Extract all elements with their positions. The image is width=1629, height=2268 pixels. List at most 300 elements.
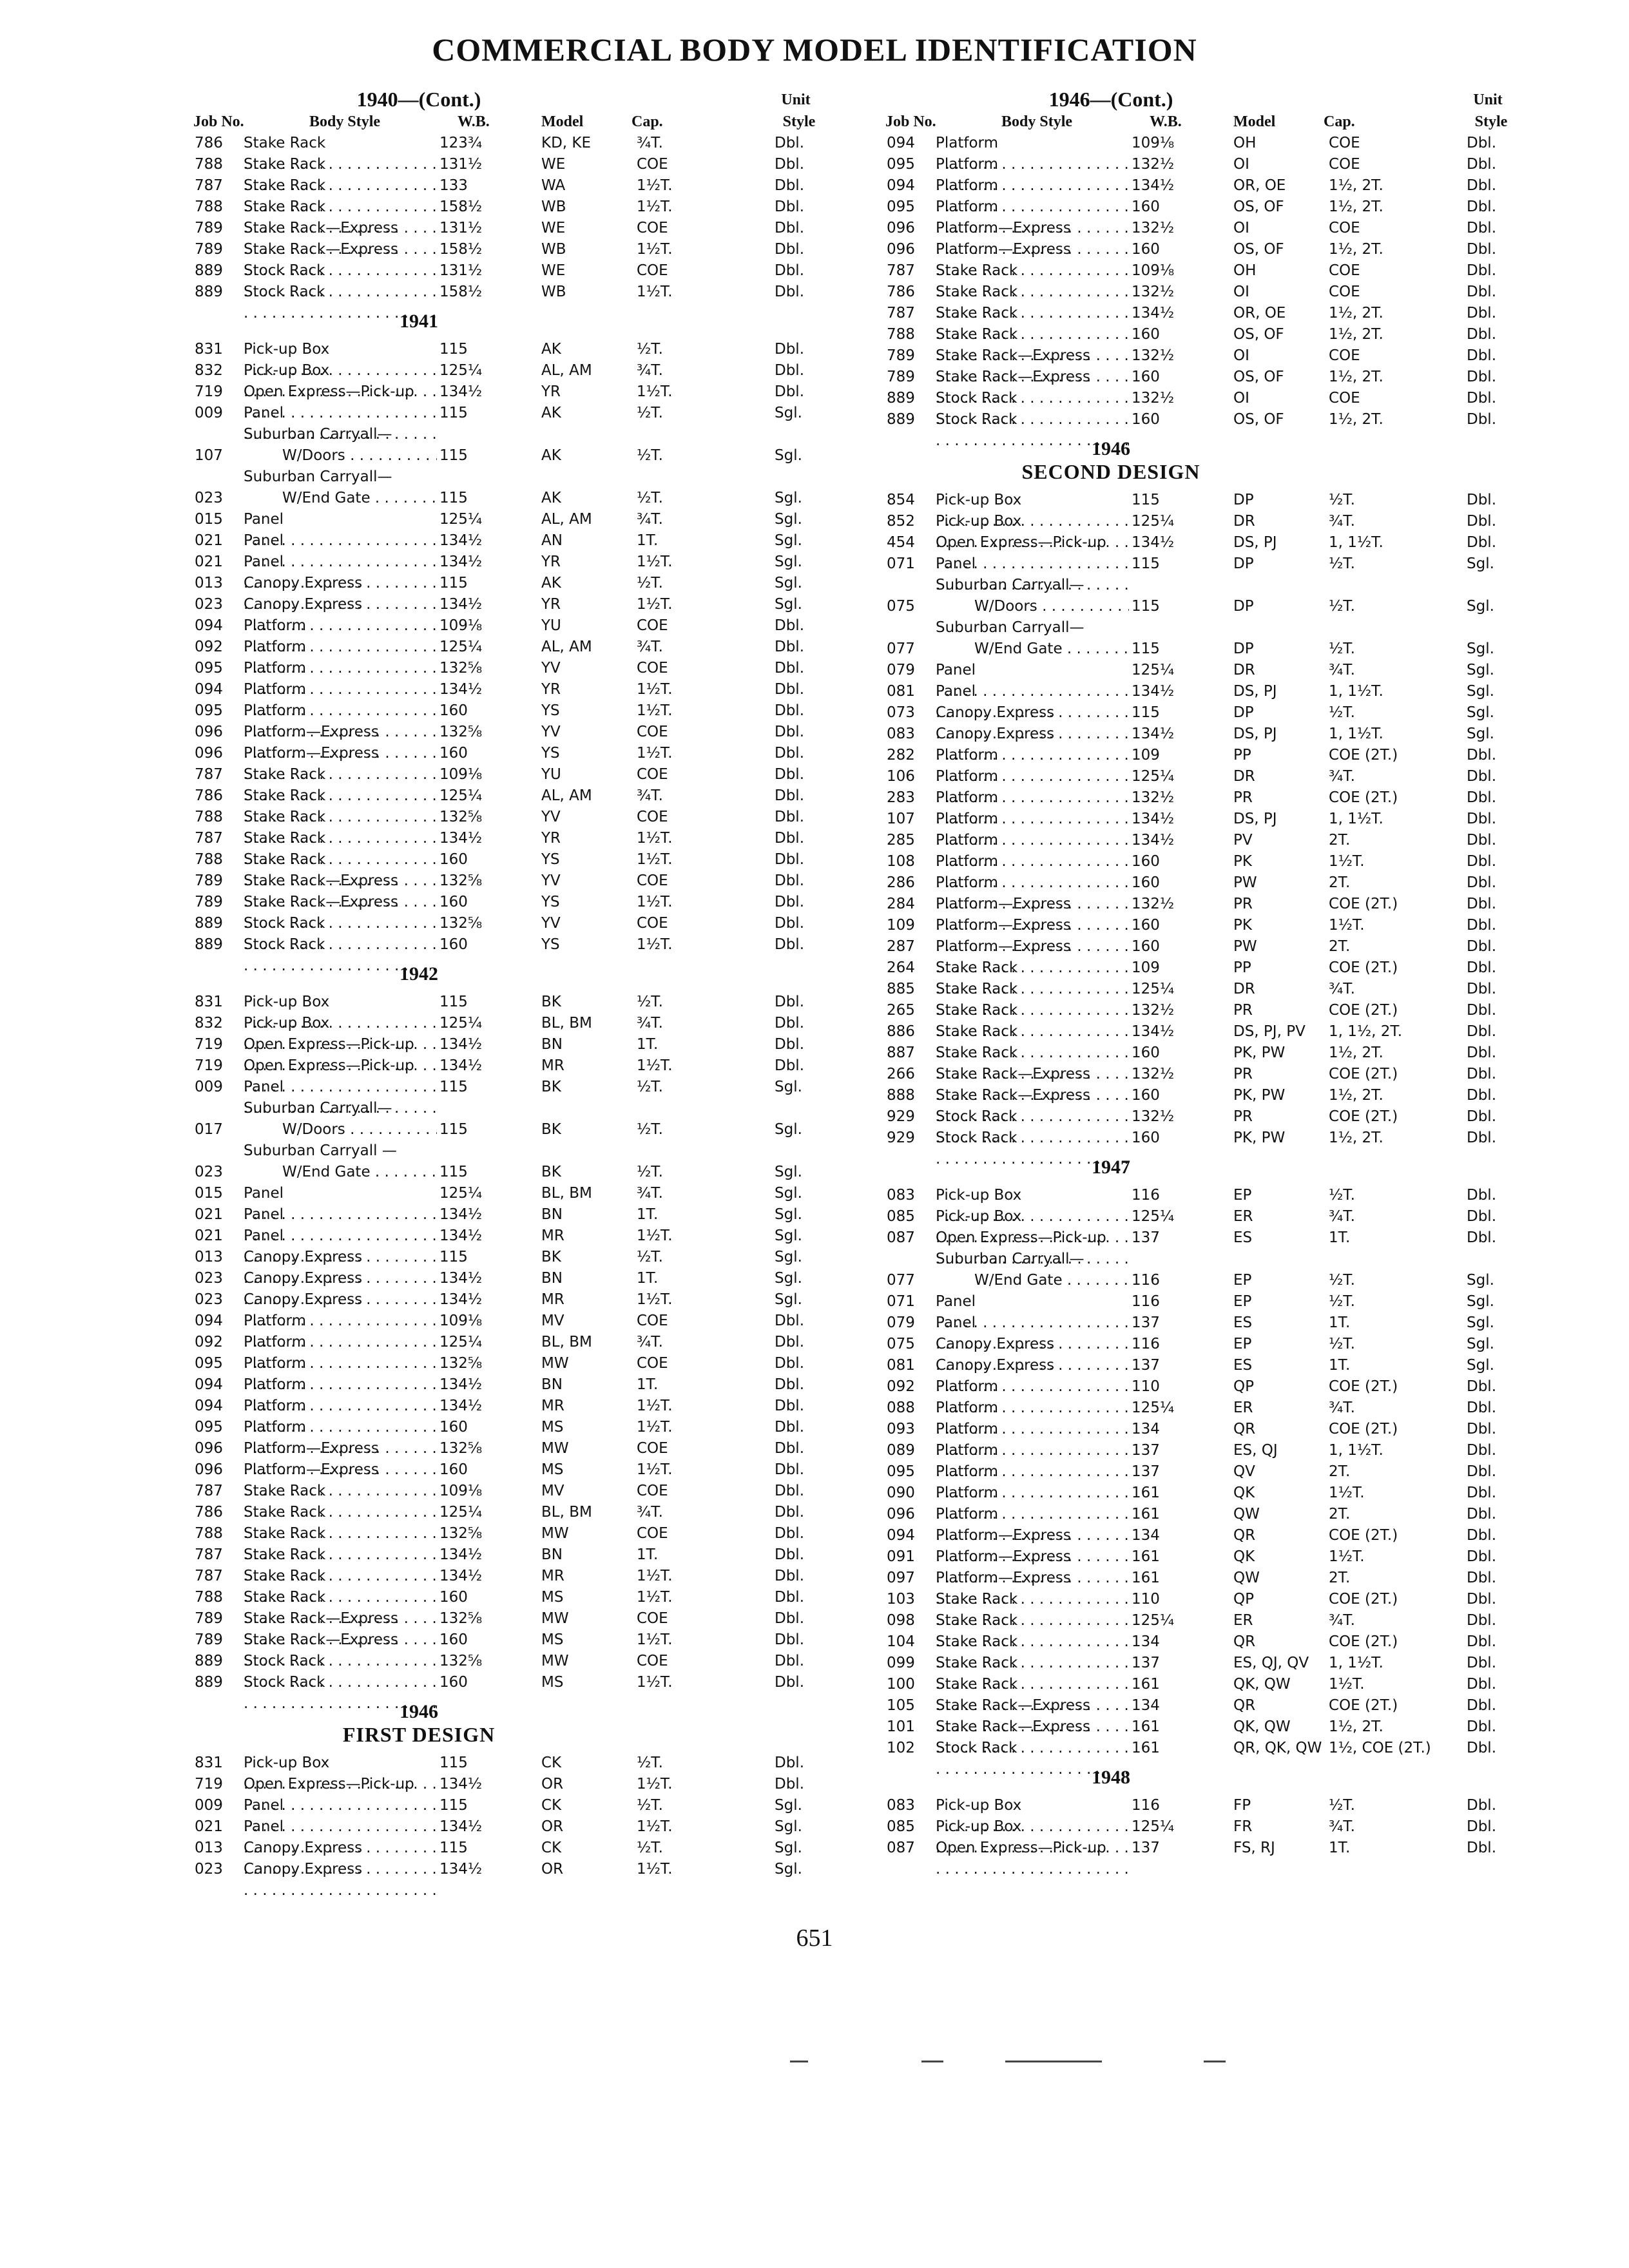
- table-row: [193, 1077, 838, 1098]
- wheelbase: 134: [1132, 1633, 1160, 1650]
- capacity: 2T.: [1329, 938, 1351, 955]
- job-number: 077: [887, 1272, 915, 1289]
- model: OI: [1233, 347, 1249, 364]
- model: PP: [1233, 959, 1251, 976]
- job-number: 095: [195, 702, 223, 719]
- job-number: 104: [887, 1633, 915, 1650]
- header-wb: W.B.: [458, 113, 490, 130]
- table-row: [193, 1587, 838, 1608]
- year-section: [885, 438, 1530, 1149]
- table-row: [193, 466, 838, 509]
- unit-style: Dbl.: [775, 1653, 805, 1669]
- capacity: COE: [1329, 262, 1360, 279]
- model: OS, OF: [1233, 411, 1284, 428]
- wheelbase: 115: [439, 1121, 468, 1138]
- body-style-text: Platform: [936, 1485, 998, 1501]
- table-row: [885, 1419, 1530, 1440]
- unit-style: Sgl.: [775, 1861, 802, 1878]
- capacity: COE: [637, 262, 668, 279]
- unit-style: Dbl.: [775, 745, 805, 762]
- body-style-text: Suburban Carryall—: [936, 1251, 1084, 1267]
- model: MS: [541, 1674, 564, 1691]
- unit-style: Sgl.: [775, 1079, 802, 1095]
- model: CK: [541, 1840, 562, 1856]
- job-number: 094: [195, 1398, 223, 1414]
- unit-style: Dbl.: [775, 766, 805, 783]
- job-number: 831: [195, 341, 223, 358]
- job-number: 789: [195, 1631, 223, 1648]
- capacity: COE: [637, 915, 668, 932]
- body-style-text: Stake Rack: [936, 1044, 1018, 1061]
- capacity: ¾T.: [637, 1334, 663, 1350]
- year-section: [885, 133, 1530, 430]
- header-unit: Unit: [781, 91, 811, 108]
- job-number: 789: [195, 1610, 223, 1627]
- table-row: [885, 324, 1530, 345]
- body-style-text: Platform—Express: [936, 938, 1071, 955]
- unit-style: Dbl.: [775, 177, 805, 194]
- unit-style: Dbl.: [1467, 1066, 1497, 1082]
- table-row: [885, 745, 1530, 766]
- table-row: [193, 1544, 838, 1566]
- table-row: [885, 1355, 1530, 1376]
- wheelbase: 125¼: [439, 639, 483, 655]
- job-number: 089: [887, 1442, 915, 1459]
- capacity: COE (2T.): [1329, 1421, 1398, 1437]
- wheelbase: 134½: [439, 383, 483, 400]
- job-number: 789: [887, 347, 915, 364]
- wheelbase: 132½: [1132, 284, 1175, 300]
- job-number: 096: [195, 724, 223, 740]
- job-number: 787: [195, 1546, 223, 1563]
- section-title: [193, 963, 644, 985]
- capacity: COE: [637, 766, 668, 783]
- body-style-text: Stake Rack: [936, 959, 1018, 976]
- body-style-text: Stake Rack: [244, 1525, 326, 1542]
- body-style: [244, 1140, 437, 1183]
- job-number: 087: [887, 1840, 915, 1856]
- capacity: 1, 1½, 2T.: [1329, 1023, 1403, 1040]
- capacity: COE: [1329, 390, 1360, 407]
- model: YR: [541, 830, 561, 847]
- wheelbase: 160: [439, 745, 468, 762]
- section-subtitle: SECOND DESIGN: [1021, 460, 1200, 483]
- model: DP: [1233, 640, 1254, 657]
- model: YS: [541, 745, 560, 762]
- wheelbase: 132⅝: [439, 660, 483, 677]
- table-row: [885, 1000, 1530, 1021]
- wheelbase: 115: [439, 1754, 468, 1771]
- model: OR: [541, 1861, 564, 1878]
- job-number: 103: [887, 1591, 915, 1608]
- capacity: 1T.: [637, 1376, 659, 1393]
- capacity: COE (2T.): [1329, 1527, 1398, 1544]
- model: YS: [541, 894, 560, 910]
- model: FP: [1233, 1797, 1251, 1814]
- job-number: 023: [195, 596, 223, 613]
- body-style-text: Pick-up Box: [244, 1015, 330, 1032]
- model: AN: [541, 532, 563, 549]
- job-number: 101: [887, 1718, 915, 1735]
- wheelbase: 131½: [439, 220, 483, 236]
- job-number: 788: [195, 809, 223, 825]
- table-row: [193, 1523, 838, 1544]
- model: DP: [1233, 555, 1254, 572]
- capacity: ¾T.: [637, 135, 663, 151]
- job-number: 788: [195, 198, 223, 215]
- job-number: 009: [195, 405, 223, 421]
- capacity: ½T.: [637, 490, 663, 506]
- model: BL, BM: [541, 1504, 592, 1521]
- model: OH: [1233, 135, 1257, 151]
- body-style-text: Panel: [244, 405, 284, 421]
- wheelbase: 160: [439, 702, 468, 719]
- model: DR: [1233, 981, 1255, 997]
- wheelbase: 160: [439, 851, 468, 868]
- capacity: ½T.: [1329, 1187, 1355, 1204]
- body-style-text: Pick-up Box: [936, 1187, 1022, 1204]
- job-number: 888: [887, 1087, 915, 1104]
- model: OR, OE: [1233, 177, 1286, 194]
- capacity: COE: [637, 809, 668, 825]
- table-row: [193, 1774, 838, 1795]
- table-row: [885, 511, 1530, 532]
- capacity: ½T.: [637, 1797, 663, 1814]
- unit-style: Dbl.: [1467, 1676, 1497, 1693]
- table-row: [885, 724, 1530, 745]
- body-style-text: Stake Rack: [936, 1612, 1018, 1629]
- unit-style: Dbl.: [775, 1036, 805, 1053]
- job-number: 889: [195, 1653, 223, 1669]
- capacity: 1T.: [1329, 1314, 1351, 1331]
- unit-style: Dbl.: [1467, 1421, 1497, 1437]
- body-style-text: Platform: [244, 617, 306, 634]
- body-style-text: Stake Rack: [244, 830, 326, 847]
- unit-style: Sgl.: [775, 575, 802, 591]
- unit-style: Dbl.: [1467, 198, 1497, 215]
- table-row: [193, 1651, 838, 1672]
- capacity: 1½, 2T.: [1329, 305, 1383, 322]
- job-number: 013: [195, 1840, 223, 1856]
- table-row: [193, 573, 838, 594]
- wheelbase: 160: [439, 936, 468, 953]
- table-row: [193, 133, 838, 154]
- model: WE: [541, 156, 566, 173]
- right-column: [885, 88, 1530, 1859]
- job-number: 095: [195, 1419, 223, 1436]
- table-row: [885, 809, 1530, 830]
- unit-style: Dbl.: [775, 220, 805, 236]
- wheelbase: 115: [1132, 598, 1160, 615]
- table-row: [193, 424, 838, 466]
- body-style-text: Platform: [244, 639, 306, 655]
- unit-style: Sgl.: [775, 511, 802, 528]
- capacity: 1½T.: [637, 1419, 673, 1436]
- capacity: 2T.: [1329, 832, 1351, 849]
- body-style-text: Stake Rack—Express: [244, 220, 399, 236]
- table-row: [193, 1417, 838, 1438]
- capacity: COE: [1329, 135, 1360, 151]
- model: ER: [1233, 1399, 1253, 1416]
- body-style-text-cont: W/Doors . . .: [244, 445, 437, 466]
- model: PW: [1233, 938, 1257, 955]
- wheelbase: 123¾: [439, 135, 483, 151]
- table-row: [885, 872, 1530, 894]
- capacity: 1T.: [1329, 1229, 1351, 1246]
- job-number: 886: [887, 1023, 915, 1040]
- table-row: [193, 381, 838, 403]
- unit-style: Dbl.: [1467, 1655, 1497, 1671]
- unit-style: Sgl.: [775, 1818, 802, 1835]
- table-row: [885, 367, 1530, 388]
- job-number: 083: [887, 1797, 915, 1814]
- unit-style: Dbl.: [1467, 241, 1497, 258]
- table-row: [885, 1106, 1530, 1128]
- wheelbase: 160: [1132, 369, 1160, 385]
- model: BL, BM: [541, 1015, 592, 1032]
- body-style-text: Platform: [244, 702, 306, 719]
- body-style-text: Platform: [936, 853, 998, 870]
- table-row: [193, 785, 838, 807]
- model: ES, QJ: [1233, 1442, 1278, 1459]
- unit-style: Dbl.: [775, 617, 805, 634]
- model: QK: [1233, 1485, 1255, 1501]
- body-style-text: Stake Rack: [244, 851, 326, 868]
- body-style-text: Open Express—Pick-up: [936, 1840, 1106, 1856]
- capacity: 1½T.: [637, 1568, 673, 1584]
- wheelbase: 137: [1132, 1357, 1160, 1374]
- job-number: 719: [195, 1057, 223, 1074]
- body-style-text: Stake Rack: [244, 198, 326, 215]
- unit-style: Sgl.: [1467, 1357, 1494, 1374]
- job-number: 265: [887, 1002, 915, 1019]
- model: OH: [1233, 262, 1257, 279]
- model: QK, QW: [1233, 1718, 1291, 1735]
- model: DP: [1233, 598, 1254, 615]
- body-style-text: Stock Rack: [244, 915, 325, 932]
- model: WB: [541, 284, 566, 300]
- body-style-text: Platform—Express: [936, 917, 1071, 934]
- header-model: Model: [1233, 113, 1276, 130]
- unit-style: Dbl.: [775, 135, 805, 151]
- body-style-text: Stock Rack: [936, 1740, 1017, 1756]
- table-row: [193, 615, 838, 637]
- model: QR: [1233, 1633, 1256, 1650]
- unit-style: Dbl.: [775, 702, 805, 719]
- capacity: ¾T.: [1329, 513, 1355, 530]
- wheelbase: 115: [439, 1164, 468, 1180]
- body-style-text: Canopy Express: [936, 704, 1055, 721]
- body-style-text: Canopy Express: [244, 575, 363, 591]
- unit-style: Dbl.: [775, 894, 805, 910]
- capacity: 1½T.: [637, 241, 673, 258]
- table-row: [885, 1398, 1530, 1419]
- capacity: 1½T.: [1329, 1548, 1365, 1565]
- year-section: [193, 311, 838, 956]
- unit-style: Dbl.: [1467, 1108, 1497, 1125]
- table-row: [193, 679, 838, 700]
- unit-style: Dbl.: [1467, 917, 1497, 934]
- model: YV: [541, 915, 561, 932]
- wheelbase: 110: [1132, 1378, 1160, 1395]
- body-style-text: Panel: [936, 683, 976, 700]
- wheelbase: 134½: [439, 1568, 483, 1584]
- unit-style: Dbl.: [1467, 1378, 1497, 1395]
- job-number: 786: [195, 1504, 223, 1521]
- table-row: [885, 575, 1530, 617]
- model: BK: [541, 1079, 561, 1095]
- unit-style: Dbl.: [1467, 534, 1497, 551]
- model: MS: [541, 1589, 564, 1606]
- wheelbase: 134½: [1132, 534, 1175, 551]
- body-style-text-cont: W/End Gate . . .: [936, 1270, 1129, 1291]
- body-style-text: Platform: [244, 1312, 306, 1329]
- capacity: 1½, 2T.: [1329, 411, 1383, 428]
- model: PK: [1233, 853, 1252, 870]
- unit-style: Dbl.: [1467, 896, 1497, 912]
- capacity: 1½T.: [637, 1291, 673, 1308]
- capacity: ½T.: [637, 575, 663, 591]
- table-row: [193, 1183, 838, 1204]
- wheelbase: 161: [1132, 1485, 1160, 1501]
- unit-style: Dbl.: [775, 241, 805, 258]
- wheelbase: 134½: [439, 1861, 483, 1878]
- wheelbase: 137: [1132, 1442, 1160, 1459]
- table-row: [193, 1204, 838, 1225]
- model: WE: [541, 220, 566, 236]
- unit-style: Dbl.: [1467, 1044, 1497, 1061]
- unit-style: Sgl.: [775, 1227, 802, 1244]
- model: BN: [541, 1206, 563, 1223]
- wheelbase: 134½: [439, 1818, 483, 1835]
- model: ES: [1233, 1357, 1253, 1374]
- model: FS, RJ: [1233, 1840, 1275, 1856]
- wheelbase: 116: [1132, 1272, 1160, 1289]
- model: QK, QW: [1233, 1676, 1291, 1693]
- model: OI: [1233, 390, 1249, 407]
- capacity: 1½T.: [637, 1589, 673, 1606]
- table-row: [193, 282, 838, 303]
- capacity: 1½T.: [1329, 1485, 1365, 1501]
- body-style-text: Platform: [244, 1355, 306, 1372]
- body-style-text: Platform: [244, 1334, 306, 1350]
- body-style-text: Stake Rack: [936, 284, 1018, 300]
- capacity: ¾T.: [637, 1185, 663, 1202]
- body-style-text: Canopy Express: [244, 1861, 363, 1878]
- wheelbase: 116: [1132, 1797, 1160, 1814]
- wheelbase: 109⅛: [1132, 135, 1175, 151]
- capacity: ¾T.: [637, 511, 663, 528]
- body-style-text: Stake Rack: [936, 1591, 1018, 1608]
- model: MR: [541, 1398, 564, 1414]
- wheelbase: 115: [1132, 640, 1160, 657]
- unit-style: Dbl.: [775, 1525, 805, 1542]
- table-row: [193, 1396, 838, 1417]
- capacity: 1½T.: [637, 596, 673, 613]
- capacity: COE: [637, 1440, 668, 1457]
- wheelbase: 134½: [439, 1398, 483, 1414]
- table-row: [193, 552, 838, 573]
- body-style-text: Pick-up Box: [936, 1797, 1022, 1814]
- capacity: COE (2T.): [1329, 1108, 1398, 1125]
- body-style: [936, 617, 1129, 660]
- unit-style: Dbl.: [775, 1057, 805, 1074]
- capacity: COE: [637, 660, 668, 677]
- capacity: 1, 1½T.: [1329, 811, 1383, 827]
- body-style-text: Open Express—Pick-up: [244, 383, 414, 400]
- capacity: ½T.: [637, 447, 663, 464]
- wheelbase: 160: [1132, 198, 1160, 215]
- section-year: 1941: [400, 311, 438, 332]
- body-style-text: Stake Rack: [244, 1589, 326, 1606]
- unit-style: Dbl.: [775, 787, 805, 804]
- capacity: 1½T.: [1329, 917, 1365, 934]
- wheelbase: 132⅝: [439, 915, 483, 932]
- job-number: 094: [887, 1527, 915, 1544]
- wheelbase: 132⅝: [439, 1440, 483, 1457]
- table-row: [193, 1374, 838, 1396]
- table-row: [193, 1838, 838, 1859]
- capacity: ½T.: [637, 994, 663, 1010]
- table-row: [193, 1013, 838, 1034]
- capacity: 1T.: [1329, 1840, 1351, 1856]
- capacity: 1½T.: [637, 702, 673, 719]
- model: YS: [541, 851, 560, 868]
- right-sections: [885, 133, 1530, 1859]
- model: CK: [541, 1797, 562, 1814]
- body-style-text: Pick-up Box: [936, 1208, 1022, 1225]
- job-number: 106: [887, 768, 915, 785]
- job-number: 786: [195, 787, 223, 804]
- body-style-text-cont: W/End Gate . . .: [244, 1162, 437, 1183]
- body-style-text: Pick-up Box: [244, 362, 330, 379]
- wheelbase: 158½: [439, 241, 483, 258]
- table-row: [885, 1546, 1530, 1568]
- wheelbase: 134½: [439, 830, 483, 847]
- capacity: COE: [637, 1610, 668, 1627]
- body-style-text: Panel: [244, 1227, 284, 1244]
- section-title: [193, 1701, 644, 1746]
- capacity: 1½T.: [637, 284, 673, 300]
- wheelbase: 133: [439, 177, 468, 194]
- job-number: 021: [195, 1818, 223, 1835]
- wheelbase: 134½: [1132, 683, 1175, 700]
- body-style-text: Platform—Express: [244, 745, 379, 762]
- scan-mark: [1005, 2061, 1102, 2062]
- capacity: 2T.: [1329, 874, 1351, 891]
- wheelbase: 161: [1132, 1718, 1160, 1735]
- model: PK, PW: [1233, 1129, 1286, 1146]
- wheelbase: 109⅛: [439, 617, 483, 634]
- job-number: 788: [195, 851, 223, 868]
- body-style-text: Suburban Carryall—: [936, 619, 1084, 636]
- capacity: 1T.: [637, 1546, 659, 1563]
- capacity: ½T.: [1329, 704, 1355, 721]
- job-number: 099: [887, 1655, 915, 1671]
- job-number: 015: [195, 1185, 223, 1202]
- model: EP: [1233, 1272, 1252, 1289]
- table-row: [193, 339, 838, 360]
- job-number: 091: [887, 1548, 915, 1565]
- model: AL, AM: [541, 362, 592, 379]
- header-body-style: Body Style: [1001, 113, 1073, 130]
- job-number: 094: [195, 1376, 223, 1393]
- model: DS, PJ: [1233, 726, 1277, 742]
- capacity: 2T.: [1329, 1506, 1351, 1523]
- capacity: ¾T.: [637, 639, 663, 655]
- header-cap: Cap.: [1324, 113, 1355, 130]
- capacity: 1, 1½T.: [1329, 534, 1383, 551]
